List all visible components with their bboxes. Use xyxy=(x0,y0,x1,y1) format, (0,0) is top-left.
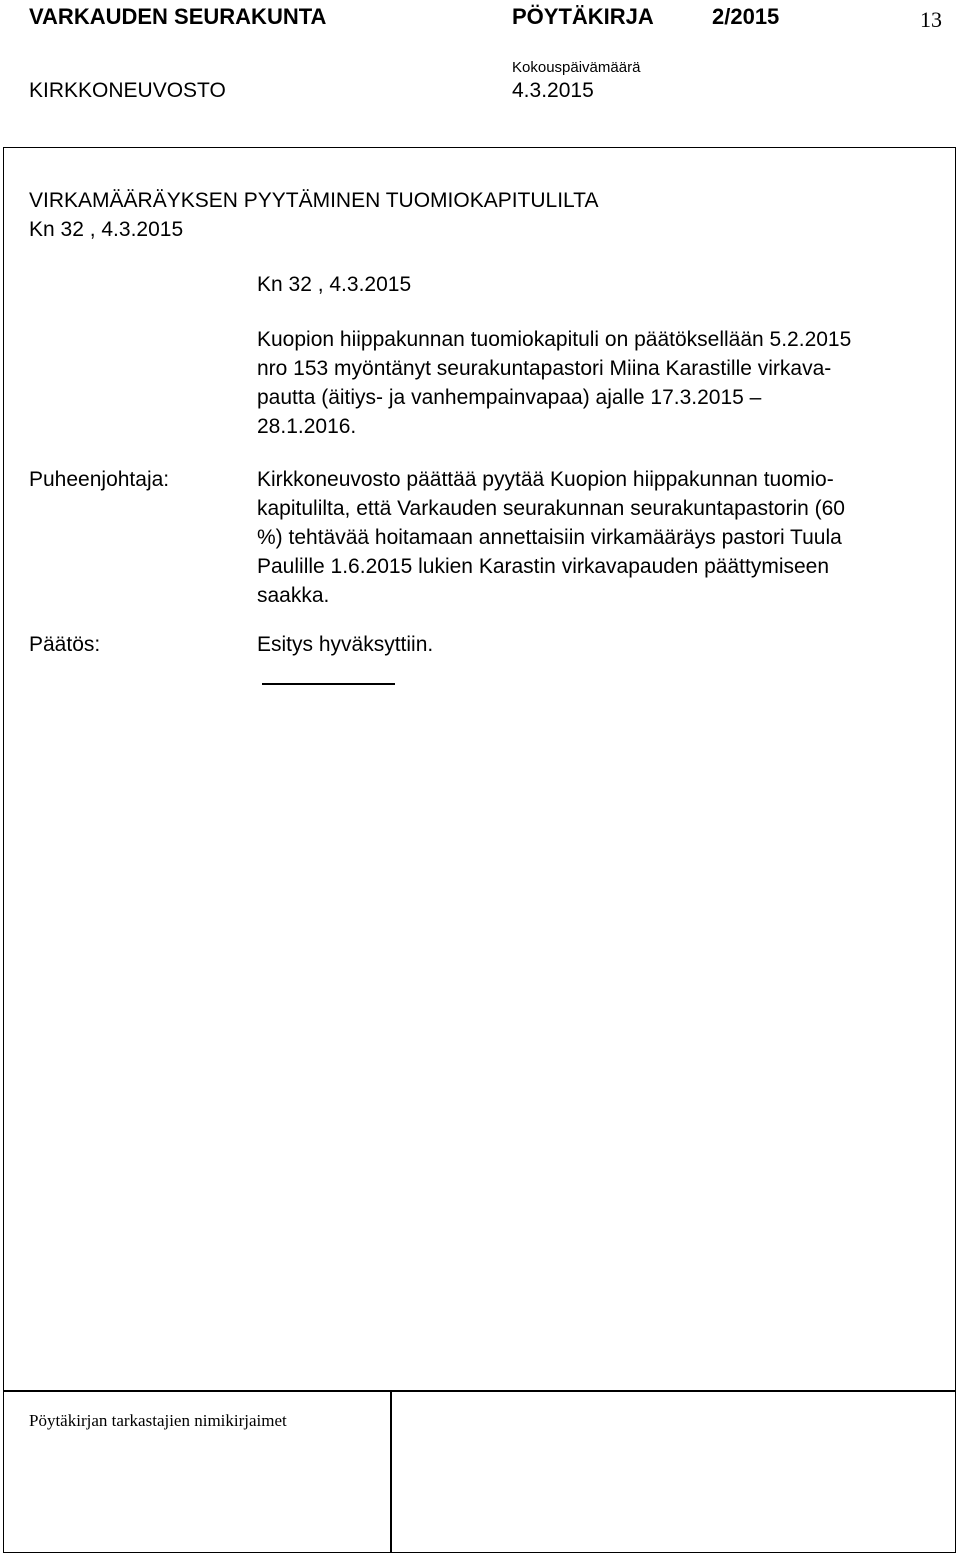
proposal-line: kapitulilta, että Varkauden seurakunnan seurakuntapastorin (60 xyxy=(257,497,845,520)
meeting-date-label: Kokouspäivämäärä xyxy=(512,59,641,76)
background-line: Kuopion hiippakunnan tuomiokapituli on päätöksellään 5.2.2015 xyxy=(257,328,852,351)
governing-body: KIRKKONEUVOSTO xyxy=(29,79,226,102)
decision-text: Esitys hyväksyttiin. xyxy=(257,633,434,656)
section-title: VIRKAMÄÄRÄYKSEN PYYTÄMINEN TUOMIOKAPITULILTA xyxy=(29,189,599,212)
section-reference-repeat: Kn 32 , 4.3.2015 xyxy=(257,273,412,296)
document-type: PÖYTÄKIRJA xyxy=(512,4,654,29)
proposal-line: Paulille 1.6.2015 lukien Karastin virkavapauden päättymiseen xyxy=(257,555,830,578)
background-line: 28.1.2016. xyxy=(257,415,357,438)
signatures-label: Pöytäkirjan tarkastajien nimikirjaimet xyxy=(29,1411,287,1430)
section-reference: Kn 32 , 4.3.2015 xyxy=(29,218,184,241)
proposal-label: Puheenjohtaja: xyxy=(29,468,170,491)
background-paragraph xyxy=(257,325,947,441)
organization-name: VARKAUDEN SEURAKUNTA xyxy=(29,4,327,29)
proposal-paragraph xyxy=(257,465,947,610)
footer-divider xyxy=(3,1390,956,1392)
end-rule xyxy=(262,683,395,685)
meeting-date: 4.3.2015 xyxy=(512,79,594,102)
proposal-line: saakka. xyxy=(257,584,330,607)
background-line: pautta (äitiys- ja vanhempainvapaa) ajalle 17.3.2015 – xyxy=(257,386,762,409)
proposal-line: %) tehtävää hoitamaan annettaisiin virkamääräys pastori Tuula xyxy=(257,526,842,549)
page-number: 13 xyxy=(920,7,942,32)
document-number: 2/2015 xyxy=(712,4,780,29)
background-line: nro 153 myöntänyt seurakuntapastori Miina Karastille virkava- xyxy=(257,357,832,380)
footer-column-divider xyxy=(390,1390,392,1553)
proposal-line: Kirkkoneuvosto päättää pyytää Kuopion hiippakunnan tuomio- xyxy=(257,468,834,491)
decision-label: Päätös: xyxy=(29,633,101,656)
